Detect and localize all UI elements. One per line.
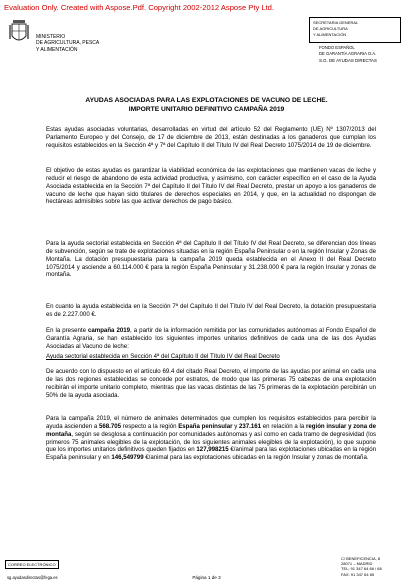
fondo-name: FONDO ESPAÑOL DE GARANTÍA AGRARIA O.A.: [319, 45, 377, 56]
document-title-line-2: IMPORTE UNITARIO DEFINITIVO CAMPAÑA 2019: [128, 106, 285, 113]
page-number: Página 1 de 3: [192, 575, 221, 580]
ministry-name: MINISTERIO DE AGRICULTURA, PESCA Y ALIMENTACIÓN: [36, 34, 100, 53]
coat-of-arms-icon: [8, 18, 30, 46]
paragraph-objective: El objetivo de estas ayudas es garantizar la viabilidad económica de las explotaciones que mantienen vacas de leche y reducir el riesgo de abandono de esta actividad productiva, y asimismo, con carácter específico en el caso de la Ayuda Asociada establecida en la Sección 7ª del Capítulo II del Título IV del Real Decreto, prestar un apoyo a los ganaderos de vacuno de leche que hayan sido titulares de derechos especiales en 2014, y que, en la actualidad no dispongan de hectáreas admisibles sobre las que activar derechos de pago básico.: [46, 167, 376, 206]
paragraph-campaign: En la presente campaña 2019, a partir de la información remitida por las comunidades autónomas al Fondo Español de Garantía Agraria, se han establecido los siguientes importes unitarios definitivos de cada una de las dos Ayudas Asociadas al Vacuno de leche:: [46, 327, 376, 350]
email-label-box: CORREO ELECTRÓNICO: [5, 560, 59, 569]
document-title-line-1: AYUDAS ASOCIADAS PARA LAS EXPLOTACIONES DE VACUNO DE LECHE.: [85, 97, 328, 104]
subdirectorate-name: S.G. DE AYUDAS DIRECTAS: [319, 58, 377, 63]
agency-box: SECRETARIA GENERAL DE AGRICULTURA Y ALIMENTACIÓN: [309, 17, 401, 43]
section-subheading: Ayuda sectorial establecida en Sección 4ª del Capítulo II del Título IV del Real Decreto: [46, 353, 280, 360]
evaluation-watermark: Evaluation Only. Created with Aspose.Pdf. Copyright 2002-2012 Aspose Pty Ltd.: [4, 3, 275, 12]
paragraph-intro: Estas ayudas asociadas voluntarias, desarrolladas en virtud del artículo 52 del Reglamento (UE) Nº 1307/2013 del Parlamento Europeo y del Consejo, de 17 de diciembre de 2013, están destinadas a los ganaderos que cumplan los requisitos establecidos en la Sección 4ª y 7ª del Capítulo II del Título IV del Real Decreto 1075/2014 de 19 de diciembre.: [46, 126, 376, 149]
paragraph-amounts: Para la campaña 2019, el número de animales determinados que cumplen los requisitos establecidos para percibir la ayuda ascienden a 568.705 respecto a la región España peninsular y 237.161 en relación a la región insular y zona de montaña, según se desglosa a continuación por comunidades autónomas y así como en cada tramo de degresividad (los primeros 75 animales elegibles de la explotación, de los siguientes animales elegibles de la explotación), lo que supone que los importes unitarios definitivos queden fijados en 127,998215 €/animal para las explotaciones ubicadas en la región España peninsular y en 146,549799 €/animal para las explotaciones ubicadas en la región Insular y zonas de montaña.: [46, 415, 376, 462]
paragraph-strata: De acuerdo con lo dispuesto en el artículo 69.4 del citado Real Decreto, el importe de las ayudas por animal en cada una de las dos regiones establecidas se concede por estratos, de modo que las primeras 75 cabezas de una explotación recibirán el importe unitario completo, mientras que las vacas distintas de las 75 primeras de la explotación percibirán un 50% de la ayuda asociada.: [46, 368, 376, 399]
postal-address: C/ BENEFICENCIA, 8 28071 – MADRID TEL: 91 347 64 66 / 68 FAX: 91 347 64 65: [341, 556, 382, 577]
paragraph-budget: Para la ayuda sectorial establecida en Sección 4ª del Capítulo II del Título IV del Real Decreto, se diferencian dos líneas de subvención, según se trate de explotaciones situadas en la región España Peninsular o en la región Insular y Zonas de Montaña. La dotación presupuestaria para la campaña 2019 queda establecida en el Anexo II del Real Decreto 1075/2014 y asciende a 60.114.000 € para la región España Peninsular y 31.238.000 € para la región Insular y zonas de montaña.: [46, 240, 376, 279]
email-address[interactable]: sg.ayudasdirectas@fega.es: [7, 575, 58, 580]
paragraph-section7: En cuanto la ayuda establecida en la Sección 7ª del Capítulo II del Título IV del Real Decreto, la dotación presupuestaria es de 2.227.000 €.: [46, 303, 376, 318]
